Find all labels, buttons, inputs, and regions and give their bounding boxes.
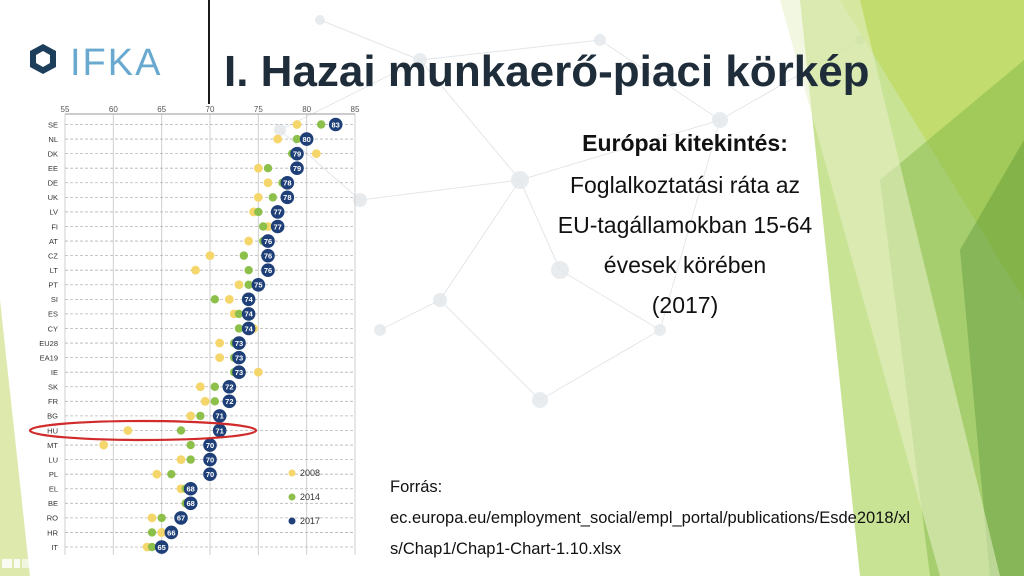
legend-label: 2014 [300, 492, 321, 502]
data-label-2017: 65 [157, 542, 166, 552]
source-url: s/Chap1/Chap1-Chart-1.10.xlsx [390, 540, 622, 558]
page-title: I. Hazai munkaerő-piaci körkép [224, 47, 870, 96]
point-2014 [269, 193, 277, 201]
point-2008 [254, 193, 263, 202]
x-tick-label: 55 [60, 105, 70, 114]
point-2014 [264, 164, 272, 172]
point-2014 [157, 514, 165, 522]
data-label-2017: 75 [254, 280, 263, 290]
data-label-2017: 79 [292, 149, 302, 159]
description-line: Foglalkoztatási ráta az [569, 172, 801, 198]
point-2014 [240, 251, 248, 259]
data-label-2017: 74 [244, 309, 253, 319]
data-label-2017: 73 [234, 367, 244, 377]
point-2008 [312, 149, 321, 158]
data-label-2017: 77 [273, 207, 282, 217]
category-label: LV [49, 207, 58, 217]
point-2008 [186, 412, 195, 421]
x-tick-label: 70 [205, 105, 215, 114]
category-label: IE [50, 367, 58, 377]
data-label-2017: 68 [186, 484, 195, 494]
point-2008 [177, 455, 186, 464]
point-2008 [152, 470, 161, 479]
point-2008 [191, 266, 200, 275]
point-2014 [186, 455, 194, 463]
description-line: EU-tagállamokban 15-64 [557, 212, 813, 238]
point-2008 [264, 178, 273, 187]
point-2014 [244, 266, 252, 274]
footer-logo-icon [2, 556, 32, 570]
description-line: (2017) [651, 292, 719, 318]
point-2008 [254, 164, 263, 173]
point-2008 [123, 426, 132, 435]
point-2008 [273, 135, 282, 144]
category-label: MT [47, 440, 58, 450]
category-label: PT [48, 280, 58, 290]
description-line: évesek körében [603, 252, 767, 278]
description-heading: Európai kitekintés: [582, 130, 788, 156]
legend-label: 2008 [300, 468, 321, 478]
point-2008 [215, 353, 224, 362]
category-label: FI [51, 222, 58, 232]
category-label: ES [47, 309, 58, 319]
employment-rate-chart [0, 100, 380, 555]
data-label-2017: 67 [176, 513, 186, 523]
point-2008 [225, 295, 234, 304]
point-2014 [211, 397, 219, 405]
data-label-2017: 76 [263, 236, 273, 246]
point-2008 [206, 251, 215, 260]
point-2008 [215, 339, 224, 348]
data-label-2017: 71 [215, 411, 224, 421]
data-label-2017: 76 [263, 266, 273, 275]
data-label-2017: 80 [302, 134, 311, 144]
x-tick-label: 80 [302, 105, 312, 114]
category-label: DK [47, 149, 58, 159]
point-2008 [196, 382, 205, 391]
category-label: HU [47, 426, 58, 436]
data-label-2017: 70 [205, 440, 215, 450]
point-2008 [201, 397, 210, 406]
logo-text: IFKA [70, 42, 163, 84]
x-tick-label: 60 [108, 105, 118, 114]
point-2008 [99, 441, 108, 450]
point-2014 [254, 208, 262, 216]
legend-marker [289, 494, 296, 501]
source-url: ec.europa.eu/employment_social/empl_portal/publications/Esde2018/xl [390, 509, 911, 527]
point-2014 [259, 222, 267, 230]
point-2014 [196, 412, 204, 420]
data-label-2017: 74 [244, 295, 253, 305]
category-label: DE [47, 178, 58, 188]
point-2014 [177, 426, 185, 434]
chart-grid [65, 114, 355, 555]
chart-legend [289, 468, 321, 526]
point-2014 [211, 295, 219, 303]
source-label: Forrás: [390, 478, 443, 496]
category-label: SK [47, 382, 58, 392]
data-label-2017: 68 [186, 499, 195, 509]
category-label: AT [48, 236, 58, 246]
legend-marker [289, 470, 296, 477]
data-label-2017: 83 [331, 120, 340, 130]
category-label: PL [48, 469, 58, 479]
data-label-2017: 72 [225, 397, 234, 407]
category-label: CY [47, 324, 58, 334]
point-2008 [244, 237, 253, 246]
category-label: EE [47, 164, 58, 174]
category-label: UK [47, 193, 58, 203]
x-tick-label: 85 [350, 105, 360, 114]
category-label: EU28 [39, 338, 58, 348]
category-label: IT [51, 542, 58, 552]
category-label: BE [47, 499, 58, 509]
category-label: RO [46, 513, 58, 523]
category-label: HR [47, 528, 58, 538]
category-label: SE [47, 120, 58, 130]
data-label-2017: 70 [205, 455, 215, 465]
category-label: LT [49, 266, 58, 275]
data-label-2017: 72 [225, 382, 234, 392]
data-label-2017: 73 [234, 338, 244, 348]
point-2014 [317, 120, 325, 128]
category-label: SI [50, 295, 58, 305]
category-label: EL [48, 484, 58, 494]
point-2014 [167, 470, 175, 478]
chart-x-axis [61, 105, 360, 114]
category-label: NL [48, 134, 58, 144]
point-2014 [186, 441, 194, 449]
data-label-2017: 74 [244, 324, 253, 334]
data-label-2017: 66 [167, 528, 176, 538]
data-label-2017: 79 [292, 164, 302, 174]
data-label-2017: 73 [234, 353, 244, 363]
legend-marker [289, 518, 296, 525]
category-label: BG [47, 411, 58, 421]
point-2008 [293, 120, 302, 129]
data-label-2017: 77 [273, 222, 282, 232]
point-2008 [148, 513, 157, 522]
x-tick-label: 65 [157, 105, 167, 114]
data-label-2017: 76 [263, 251, 273, 261]
point-2014 [148, 528, 156, 536]
title-divider [208, 0, 210, 104]
category-label: LU [48, 455, 58, 465]
legend-label: 2017 [300, 516, 321, 526]
point-2008 [235, 280, 244, 289]
data-label-2017: 78 [283, 178, 292, 188]
x-tick-label: 75 [253, 105, 263, 114]
data-label-2017: 78 [283, 193, 292, 203]
data-label-2017: 70 [205, 469, 215, 479]
point-2014 [211, 383, 219, 391]
category-label: CZ [48, 251, 58, 261]
point-2008 [254, 368, 263, 377]
data-label-2017: 71 [215, 426, 224, 436]
chart-category-labels [39, 120, 58, 552]
category-label: FR [48, 397, 58, 407]
category-label: EA19 [39, 353, 58, 363]
